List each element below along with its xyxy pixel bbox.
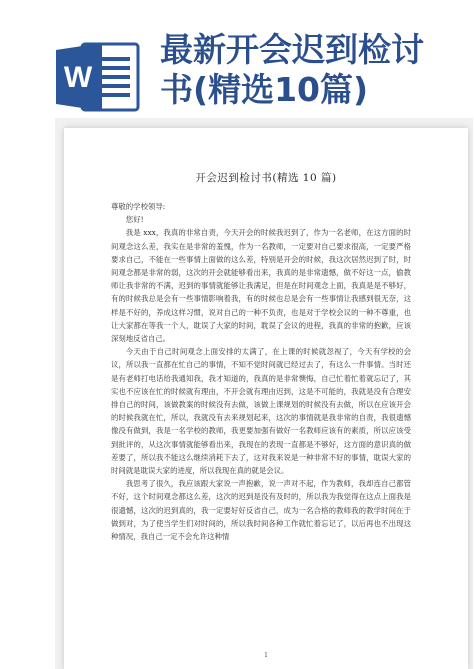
banner <box>0 0 474 125</box>
headline-line-1: 最新开会迟到检讨 <box>160 30 424 69</box>
paragraph-3: 我思考了很久，我应该跟大家说一声抱歉，说一声对不起，作为教师，我却连自己都管不好，这个时间观念都这么差，这次的迟到是没有及时的，所以我为我觉得在这点上面我是很遗憾，这次的迟到真的，我一定要好好反省自己，成为一名合格的教师我的教学时间在于做到对，为了使当学生们对时间的，所以我时间各种工作就忙着忘记了，以后再也不出现这种情况，我自己一定不会允许这种情 <box>111 479 411 542</box>
word-document-icon <box>56 40 142 114</box>
salutation: 尊敬的学校领导: <box>111 202 166 211</box>
paragraph-1: 我是 xxx，我真的非常自责，今天开会的时候我迟到了，作为一名老师，在这方面的时间观念这么差，我实在是非常的羞愧，作为一名教师，一定要对自己要求很高，一定要严格要求自己，不能在一些事情上面做的这么差，特别是开会的时候，我这次居然迟到了时，时间观念都是非常的弱，这次的开会就能够看出来，我真的是非常遗憾，做不好这一点，偷教师让我非常的不满，迟到的事情就能够让我满足，但是在时间观念上面，我真是是不够好，有的时候我总是会有一些事情影响着我，有的时候也总是会有一些事情让我感到很无奈，这样是不好的，养成这样习惯，说对自己的一种不负责，也是对于学校会议的一种不尊重，也让大家都在等我一个人，耽误了大家的时间，耽误了会议的进程，我真的非常的抱歉，应该深刻地反省自己。 <box>111 228 411 344</box>
document-title: 开会迟到检讨书(精选 10 篇) <box>195 172 337 184</box>
document-body <box>111 200 411 543</box>
greeting: 您好! <box>125 215 144 225</box>
paragraph-2: 今天由于自己时间观念上面安排的太满了，在上课的时候就忽视了，今天有学校的会议，所以我一直都在忙自己的事情，不知不觉时间就已经过去了，有这么一件事情。当时还是有老师打电话给我通知我，我才知道的，我真的是非常懊悔，自己忙着忙着就忘记了，其实也不应该在忙的时候就有理由，不开会就有理由迟到，这是不可能的，我就是没有合理安排自己的时间，该做教案的时候没有去做，该做上课规划的时候没有去做，所以在应该开会的时候我就在忙，所以，我就没有去来规划起来，这次的事情就是我非常的自责，我很遗憾像没有做到，我是一名学校的教师，我更要加强有做好一名教师应该有的素质，所以应该受到批评的，从这次事情就能够看出来，我现在的表现一直都是不够好，这方面的意识真的做差要了，所以我不能这么继续消耗下去了，这对我来说是一种非常不好的事情，耽误大家的时间就是耽误大家的进度，所以我现在真的就是会议。 <box>111 347 411 476</box>
word-icon-letter: W <box>63 61 93 94</box>
page-number: 1 <box>264 652 268 659</box>
headline <box>160 30 470 110</box>
document-page <box>64 128 468 669</box>
headline-line-2: 书(精选10篇) <box>160 70 369 109</box>
